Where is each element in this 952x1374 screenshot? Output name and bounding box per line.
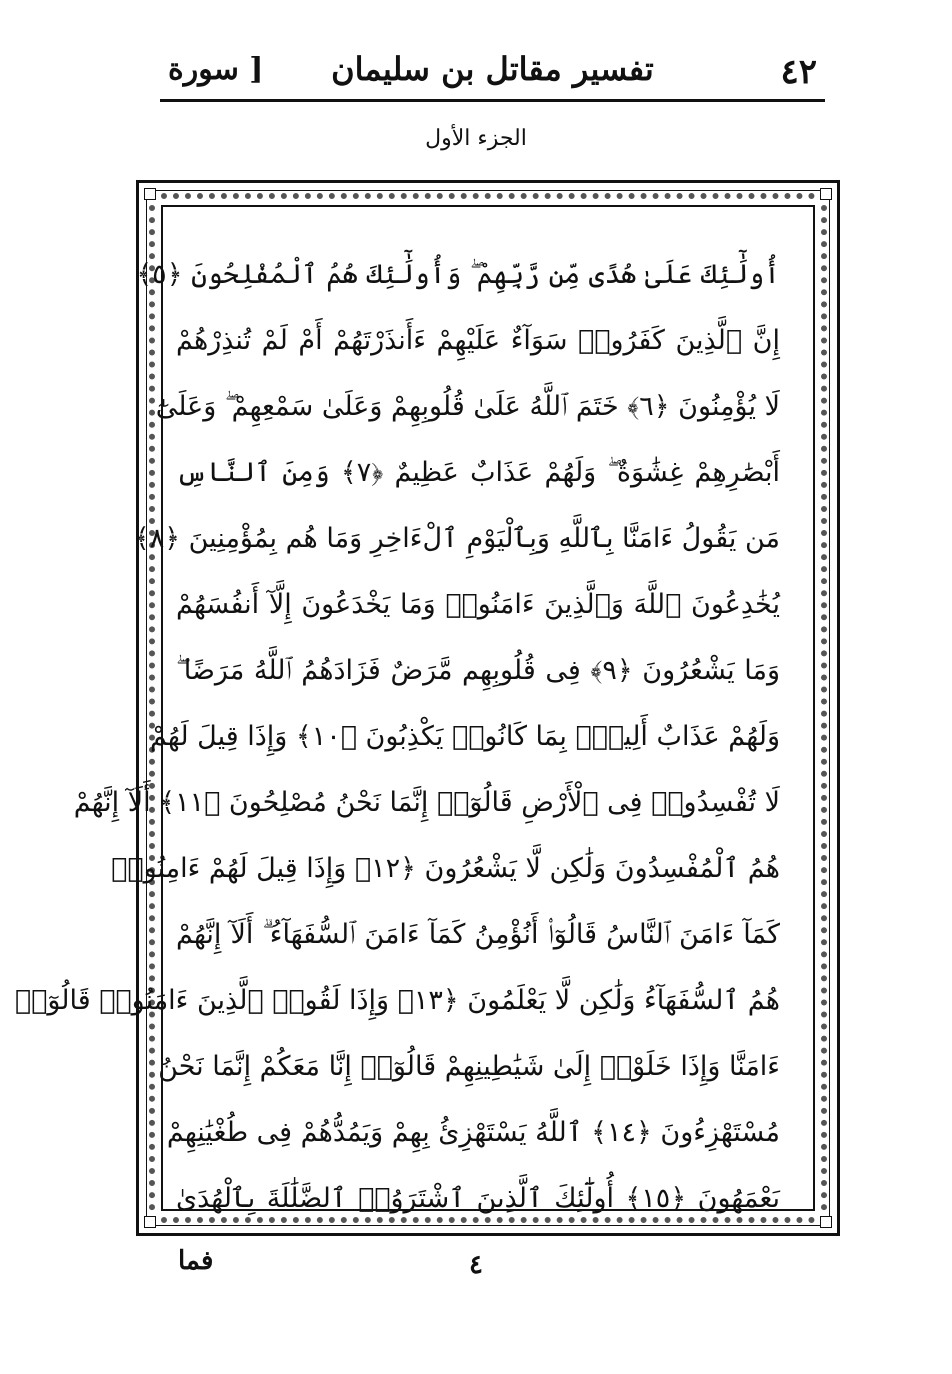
frame-corner [144, 188, 156, 200]
surah-label: [ سورة [168, 52, 264, 87]
verse-line: مُسْتَهْزِءُونَ ﴿١٤﴾ ٱللَّهُ يَسْتَهْزِئُ بِهِمْ وَيَمُدُّهُمْ فِى طُغْيَٰنِهِمْ [166, 1117, 780, 1148]
sheet-number: ٤ [469, 1250, 483, 1280]
verse-line: لَا يُؤْمِنُونَ ﴿٦﴾ خَتَمَ ٱللَّهُ عَلَىٰ قُلُوبِهِمْ وَعَلَىٰ سَمْعِهِمْ ۖ وَعَلَىٰٓ [155, 391, 780, 422]
frame-corner [144, 1216, 156, 1228]
page-header [160, 44, 825, 102]
book-title: تفسير مقاتل بن سليمان [331, 50, 654, 88]
verse-line: مَن يَقُولُ ءَامَنَّا بِٱللَّهِ وَبِٱلْيَوْمِ ٱلْءَاخِرِ وَمَا هُم بِمُؤْمِنِينَ ﴿٨﴾ [133, 523, 780, 554]
verse-line: وَلَهُمْ عَذَابٌ أَلِيمٌۢ بِمَا كَانُوا۟ يَكْذِبُونَ ﴿١٠﴾ وَإِذَا قِيلَ لَهُمْ [149, 721, 780, 752]
verse-line: أَبْصَٰرِهِمْ غِشَٰوَةٌ ۖ وَلَهُمْ عَذَابٌ عَظِيمٌ ﴿٧﴾ وَمِنَ ٱلنَّاسِ [176, 457, 780, 488]
verse-text-block [14, 242, 780, 1214]
catchword: فما [178, 1246, 214, 1276]
verse-line: أُولَٰٓئِكَ عَلَىٰ هُدًى مِّن رَّبِّهِمْ ۖ وَأُولَٰٓئِكَ هُمُ ٱلْمُفْلِحُونَ ﴿٥﴾ [136, 259, 780, 290]
frame-corner [820, 188, 832, 200]
verse-line: ءَامَنَّا وَإِذَا خَلَوْا۟ إِلَىٰ شَيَٰطِينِهِمْ قَالُوٓا۟ إِنَّا مَعَكُمْ إِنَّمَا نَحْنُ [158, 1051, 780, 1082]
verse-line: هُمُ ٱلْمُفْسِدُونَ وَلَٰكِن لَّا يَشْعُرُونَ ﴿١٢﴾ وَإِذَا قِيلَ لَهُمْ ءَامِنُوا۟ [111, 853, 780, 884]
verse-line: يُخَٰدِعُونَ ٱللَّهَ وَٱلَّذِينَ ءَامَنُوا۟ وَمَا يَخْدَعُونَ إِلَّآ أَنفُسَهُمْ [176, 589, 780, 620]
verse-line: لَا تُفْسِدُوا۟ فِى ٱلْأَرْضِ قَالُوٓا۟ إِنَّمَا نَحْنُ مُصْلِحُونَ ﴿١١﴾ أَلَآ إِنَّهُمْ [73, 787, 780, 818]
verse-line: وَمَا يَشْعُرُونَ ﴿٩﴾ فِى قُلُوبِهِم مَّرَضٌ فَزَادَهُمُ ٱللَّهُ مَرَضًا ۖ [176, 655, 780, 686]
frame-corner [820, 1216, 832, 1228]
verse-line: إِنَّ ٱلَّذِينَ كَفَرُوا۟ سَوَآءٌ عَلَيْهِمْ ءَأَنذَرْتَهُمْ أَمْ لَمْ تُنذِرْهُمْ [176, 325, 780, 356]
page-number: ٤٢ [780, 52, 817, 92]
verse-line: هُمُ ٱلسُّفَهَآءُ وَلَٰكِن لَّا يَعْلَمُونَ ﴿١٣﴾ وَإِذَا لَقُوا۟ ٱلَّذِينَ ءَامَنُوا۟ قَالُوٓا۟ [14, 985, 780, 1016]
header-rule [160, 99, 825, 102]
verse-line: كَمَآ ءَامَنَ ٱلنَّاسُ قَالُوٓا۟ أَنُؤْمِنُ كَمَآ ءَامَنَ ٱلسُّفَهَآءُ ۗ أَلَآ إِنَّهُمْ [176, 919, 780, 950]
verse-line: يَعْمَهُونَ ﴿١٥﴾ أُولَٰٓئِكَ ٱلَّذِينَ ٱشْتَرَوُا۟ ٱلضَّلَٰلَةَ بِٱلْهُدَىٰ [176, 1183, 780, 1214]
part-label: الجزء الأول [425, 126, 527, 151]
